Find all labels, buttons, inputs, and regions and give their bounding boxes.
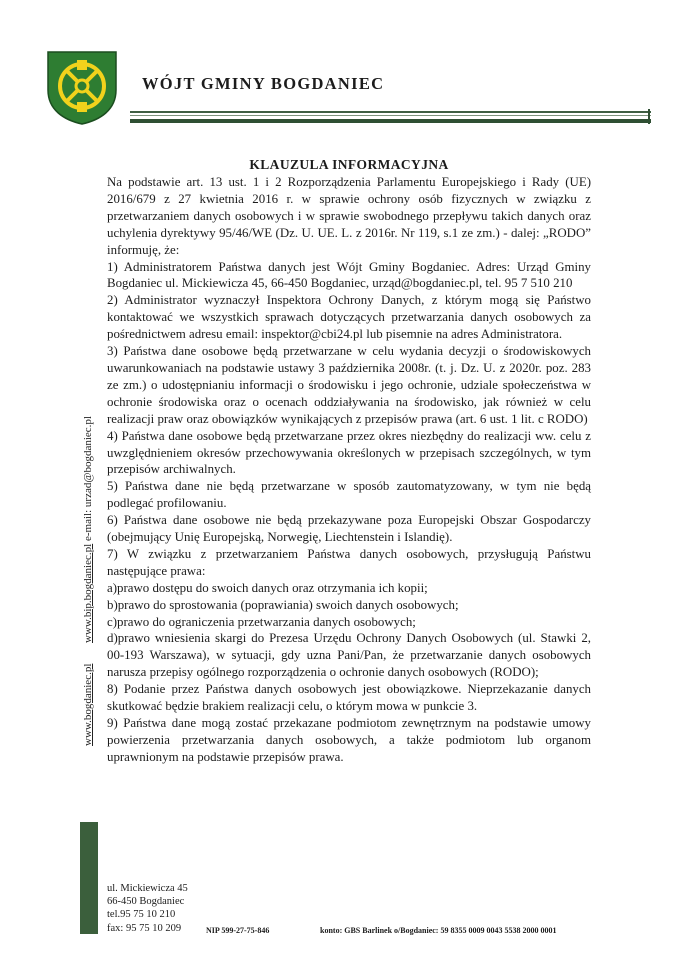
right-b: b)prawo do sprostowania (poprawiania) swoich danych osobowych; <box>107 597 459 612</box>
clause-5: 5) Państwa dane nie będą przetwarzane w sposób zautomatyzowany, w tym nie będą podlegać profilowaniu. <box>107 479 591 511</box>
clause-6: 6) Państwa dane osobowe nie będą przekazywane poza Europejski Obszar Gospodarczy (obejmujący Unię Europejską, Norwegię, Liechtenstein i Islandię). <box>107 513 591 545</box>
clause-2: 2) Administrator wyznaczył Inspektora Ochrony Danych, z którym mogą się Państwo kontaktować we wszystkich sprawach dotyczących przetwarzania danych osobowych za pośrednictwem adresu email: inspektor@cbi24.pl lub pisemnie na adres Administratora. <box>107 293 591 342</box>
header-rule-thin <box>130 115 651 116</box>
header-rule <box>130 111 651 113</box>
footer-accent-bar <box>80 822 98 934</box>
footer-address <box>107 882 188 935</box>
sidebar-www-link[interactable]: www.bogdaniec.pl <box>82 663 94 746</box>
clause-4: 4) Państwa dane osobowe będą przetwarzane przez okres niezbędny do realizacji ww. celu z uwzględnieniem okresów przechowywania określonych w przepisach szczególnych, w tym przepisów archiwalnych. <box>107 428 591 477</box>
footer-nip: NIP 599-27-75-846 <box>206 926 270 935</box>
clause-3: 3) Państwa dane osobowe będą przetwarzane w celu wydania decyzji o środowiskowych uwarunkowaniach na podstawie ustawy 3 października 2008r. (t. j. Dz. U. z 2020r. poz. 283 ze zm.) o udostępnianiu informacji o środowisku i jego ochronie, udziale społeczeństwa w ochronie środowiska oraz o ocenach oddziaływania na środowisko, jak również w celu realizacji praw oraz obowiązków wynikających z przepisów prawa (art. 6 ust. 1 lit. c RODO) <box>107 344 591 426</box>
document-title: KLAUZULA INFORMACYJNA <box>249 157 449 172</box>
right-c: c)prawo do ograniczenia przetwarzania danych osobowych; <box>107 614 416 629</box>
sidebar-bip-link[interactable]: www.bip.bogdaniec.pl <box>82 543 94 643</box>
footer-postcode: 66-450 Bogdaniec <box>107 896 185 908</box>
header-rule-thick <box>130 119 651 123</box>
municipal-coat-of-arms-icon <box>44 48 120 126</box>
header-rule-end <box>648 109 650 124</box>
sidebar-email[interactable]: e-mail: urzad@bogdaniec.pl <box>82 416 94 541</box>
footer-phone: tel.95 75 10 210 <box>107 909 176 921</box>
clause-1: 1) Administratorem Państwa danych jest Wójt Gminy Bogdaniec. Adres: Urząd Gminy Bogdaniec ul. Mickiewicza 45, 66-450 Bogdaniec, urząd@bogdaniec.pl, tel. 95 7 510 210 <box>107 259 591 291</box>
organization-title: WÓJT GMINY BOGDANIEC <box>142 74 385 93</box>
right-d: d)prawo wniesienia skargi do Prezesa Urzędu Ochrony Danych Osobowych (ul. Stawki 2, 00-193 Warszawa), w sytuacji, gdy uzna Pani/Pan, że przetwarzanie danych osobowych narusza przepisy ogólnego rozporządzenia o ochronie danych osobowych (RODO); <box>107 631 591 680</box>
right-a: a)prawo dostępu do swoich danych oraz otrzymania ich kopii; <box>107 580 428 595</box>
clause-7: 7) W związku z przetwarzaniem Państwa danych osobowych, przysługują Państwu następujące prawa: <box>107 546 591 578</box>
intro-paragraph: Na podstawie art. 13 ust. 1 i 2 Rozporządzenia Parlamentu Europejskiego i Rady (UE) 2016/679 z 27 kwietnia 2016 r. w sprawie ochrony osób fizycznych w związku z przetwarzaniem danych osobowych i w sprawie swobodnego przepływu takich danych oraz uchylenia dyrektywy 95/46/WE (Dz. U. UE. L. z 2016r. Nr 119, s.1 ze zm.) - dalej: „RODO” informuję, że: <box>107 175 591 257</box>
footer-street: ul. Mickiewicza 45 <box>107 883 188 894</box>
clause-8: 8) Podanie przez Państwa danych osobowych jest obowiązkowe. Nieprzekazanie danych skutkować będzie brakiem realizacji celu, o którym mowa w punkcie 3. <box>107 682 591 714</box>
document-body <box>107 174 591 766</box>
footer-bank-account: konto: GBS Barlinek o/Bogdaniec: 59 8355 0009 0043 5538 2000 0001 <box>320 926 557 935</box>
footer-fax: fax: 95 75 10 209 <box>107 922 182 934</box>
clause-9: 9) Państwa dane mogą zostać przekazane podmiotom zewnętrznym na podstawie umowy powierzenia przetwarzania danych osobowych, a także podmiotom lub organom uprawnionym na podstawie przepisów prawa. <box>107 716 591 764</box>
